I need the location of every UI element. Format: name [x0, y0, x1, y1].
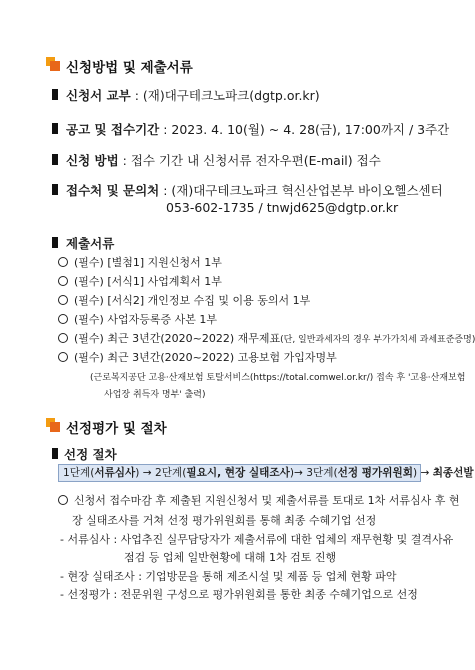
circle-bullet-icon	[58, 276, 68, 286]
circle-bullet-icon	[58, 352, 68, 362]
circle-bullet-icon	[58, 295, 68, 305]
selection-process-title: 선정 절차	[64, 447, 117, 462]
bullet-square-icon	[52, 154, 58, 165]
bullet-square-icon	[52, 184, 58, 195]
section-marker-icon	[46, 57, 60, 71]
documents-title: 제출서류	[66, 236, 115, 251]
process-description-line1: 신청서 접수마감 후 제출된 지원신청서 및 제출서류를 토대로 1차 서류심사 후 현	[58, 492, 460, 508]
process-description-line2: 장 실태조사를 거쳐 선정 평가위원회를 통해 최종 수혜기업 선정	[72, 514, 377, 527]
circle-bullet-icon	[58, 495, 68, 505]
item-form-distribution: 신청서 교부 : (재)대구테크노파크(dgtp.or.kr)	[66, 88, 320, 103]
section-title-application: 신청방법 및 제출서류	[66, 60, 193, 76]
item-application-method: 신청 방법 : 접수 기간 내 신청서류 전자우편(E-mail) 접수	[66, 153, 381, 168]
document-item: (필수) 사업자등록증 사본 1부	[58, 311, 217, 327]
insurance-note-line1: (근로복지공단 고용·산재보험 토탈서비스(https://total.comwel.or.kr/) 접속 후 '고용·산재보험	[90, 373, 466, 383]
process-steps-box: 1단계(서류심사) → 2단계(필요시, 현장 실태조사)→ 3단계(선정 평가위원회) → 최종선발	[58, 464, 421, 482]
section-marker-icon	[46, 418, 60, 432]
circle-bullet-icon	[58, 314, 68, 324]
bullet-square-icon	[52, 237, 58, 248]
bullet-square-icon	[52, 123, 58, 134]
circle-bullet-icon	[58, 257, 68, 267]
contact-phone-email: 053-602-1735 / tnwjd625@dgtp.or.kr	[166, 200, 399, 215]
circle-bullet-icon	[58, 333, 68, 343]
site-inspection-detail: - 현장 실태조사 : 기업방문을 통해 제조시설 및 제품 등 업체 현황 파악	[60, 570, 397, 583]
document-item: (필수) [서식1] 사업계획서 1부	[58, 273, 222, 289]
finance-note: (단, 일반과세자의 경우 부가가치세 과세표준증명)	[280, 335, 475, 345]
section-title-evaluation: 선정평가 및 절차	[66, 421, 167, 437]
bullet-square-icon	[52, 448, 58, 459]
item-contact: 접수처 및 문의처 : (재)대구테크노파크 혁신산업본부 바이오헬스센터	[66, 183, 443, 198]
document-item: (필수) 최근 3년간(2020~2022) 고용보험 가입자명부	[58, 349, 337, 365]
document-item: (필수) 최근 3년간(2020~2022) 재무제표(단, 일반과세자의 경우 부가가치세 과세표준증명)	[58, 330, 475, 346]
document-item: (필수) [서식2] 개인정보 수집 및 이용 동의서 1부	[58, 292, 310, 308]
document-review-detail: - 서류심사 : 사업추진 실무담당자가 제출서류에 대한 업체의 재무현황 및 결격사유	[60, 533, 454, 546]
item-notice-period: 공고 및 접수기간 : 2023. 4. 10(월) ~ 4. 28(금), 17:00까지 / 3주간	[66, 122, 450, 137]
evaluation-detail: - 선정평가 : 전문위원 구성으로 평가위원회를 통한 최종 수혜기업으로 선정	[60, 588, 418, 601]
insurance-note-line2: 사업장 취득자 명부' 출력)	[104, 390, 206, 400]
document-item: (필수) [별첨1] 지원신청서 1부	[58, 254, 222, 270]
bullet-square-icon	[52, 89, 58, 100]
document-review-detail-cont: 점검 등 업체 일반현황에 대해 1차 검토 진행	[124, 551, 337, 564]
